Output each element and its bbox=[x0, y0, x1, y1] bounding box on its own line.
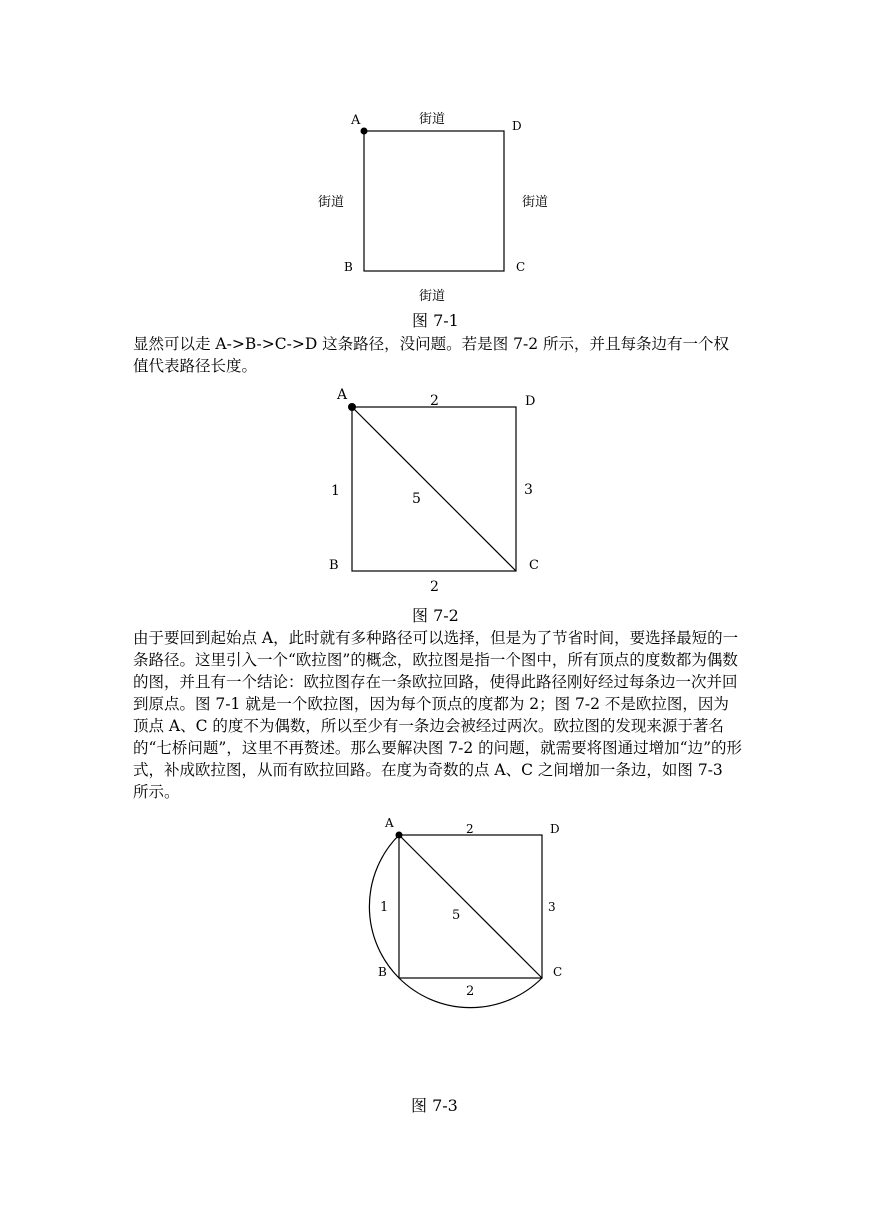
weight-bc: 2 bbox=[466, 984, 475, 999]
weight-ab: 1 bbox=[331, 483, 340, 499]
figure-7-3-caption: 图 7-3 bbox=[411, 1096, 458, 1115]
weight-ad: 2 bbox=[430, 393, 439, 409]
vertex-label-b: B bbox=[344, 260, 353, 274]
edge-label-bottom: 街道 bbox=[419, 289, 446, 304]
weight-bc: 2 bbox=[430, 579, 439, 595]
vertex-label-b: B bbox=[329, 558, 339, 573]
edge-ac bbox=[399, 835, 542, 978]
weight-ab: 1 bbox=[380, 900, 389, 915]
paragraph-1: 显然可以走 A->B->C->D 这条路径，没问题。若是图 7-2 所示，并且每条边有一个权值代表路径长度。 bbox=[133, 335, 730, 375]
weight-dc: 3 bbox=[524, 482, 533, 498]
edge-label-right: 街道 bbox=[522, 195, 549, 210]
vertex-label-a: A bbox=[337, 387, 348, 403]
weight-ac: 5 bbox=[412, 491, 421, 507]
vertex-label-d: D bbox=[550, 822, 560, 836]
edge-label-top: 街道 bbox=[419, 112, 446, 127]
weight-ac: 5 bbox=[452, 908, 461, 923]
paragraph-2: 由于要回到起始点 A，此时就有多种路径可以选择，但是为了节省时间，要选择最短的一条路径。这里引入一个“欧拉图”的概念，欧拉图是指一个图中，所有顶点的度数都为偶数的图，并且有一个结论：欧拉图存在一条欧拉回路，使得此路径刚好经过每条边一次并回到原点。图 7-1 就是一个欧拉图，因为每个顶点的度都为 2；图 7-2 不是欧拉图，因为顶点 A、C 的度不为偶数，所以至少有一条边会被经过两次。欧拉图的发现来源于著名的“七桥问题”，这里不再赘述。那么要解决图 7-2 的问题，就需要将图通过增加“边”的形式，补成欧拉图，从而有欧拉回路。在度为奇数的点 A、C 之间增加一条边，如图 7-3 所示。 bbox=[133, 629, 743, 801]
weight-dc: 3 bbox=[548, 900, 556, 914]
vertex-label-c: C bbox=[529, 558, 539, 573]
figure-7-2-caption: 图 7-2 bbox=[412, 606, 459, 625]
vertex-label-d: D bbox=[525, 394, 536, 409]
vertex-label-a: A bbox=[351, 113, 361, 128]
vertex-label-b: B bbox=[378, 965, 387, 979]
weight-ad: 2 bbox=[466, 822, 474, 836]
figure-7-1-caption: 图 7-1 bbox=[412, 311, 459, 330]
vertex-label-d: D bbox=[512, 119, 522, 133]
vertex-label-c: C bbox=[516, 260, 526, 274]
vertex-label-a: A bbox=[385, 816, 394, 830]
vertex-a-dot bbox=[396, 832, 403, 839]
edge-label-left: 街道 bbox=[318, 195, 345, 210]
vertex-label-c: C bbox=[553, 965, 563, 979]
